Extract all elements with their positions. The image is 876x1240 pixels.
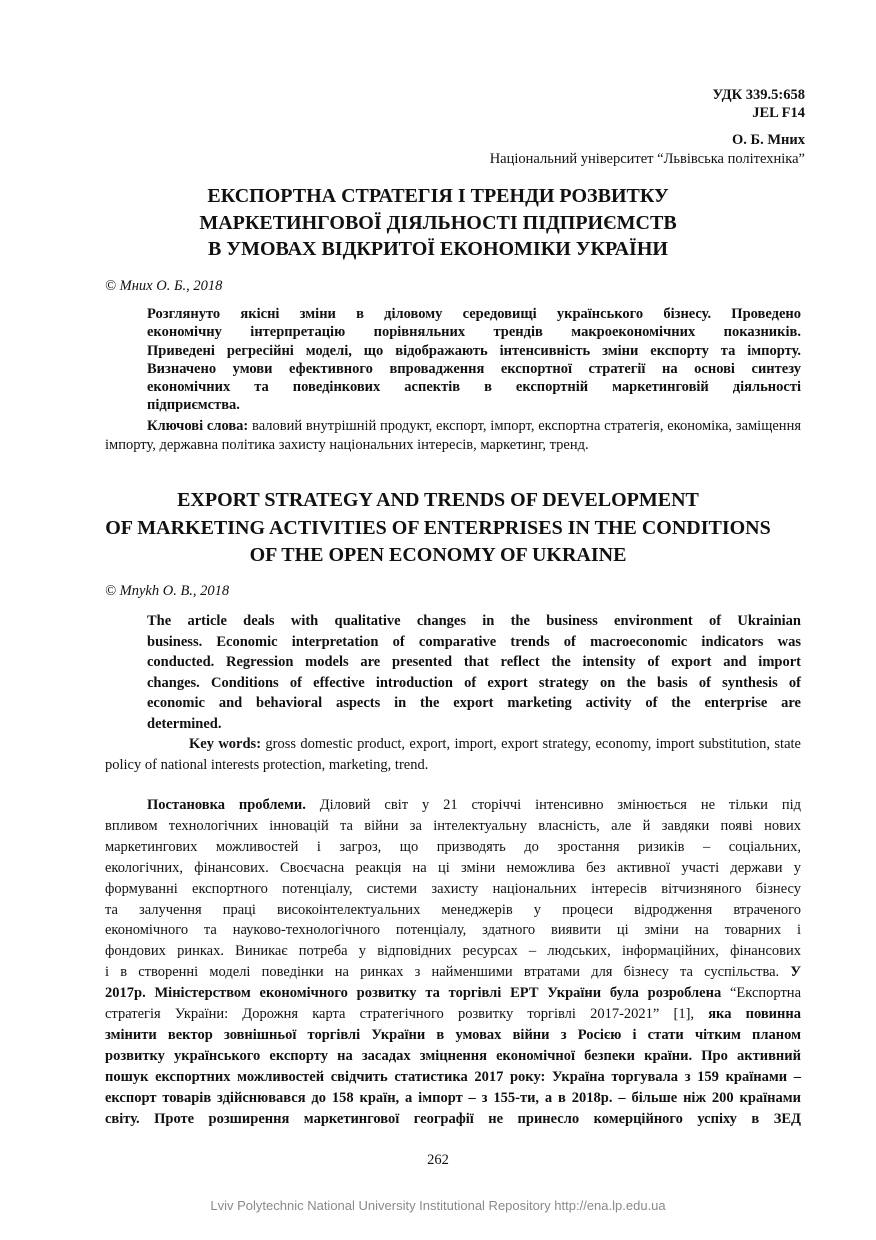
repository-footer: Lviv Polytechnic National University Institutional Repository http://ena.lp.edu.ua [210, 1198, 666, 1213]
title-en-line: OF THE OPEN ECONOMY OF UKRAINE [249, 544, 627, 566]
copyright-ukrainian: © Мних О. Б., 2018 [105, 278, 223, 294]
jel-code: JEL F14 [752, 105, 805, 121]
body-line: стратегія України: Дорожня карта стратегічного розвитку торгівлі 2017-2021” [1], яка повинна [105, 1006, 801, 1023]
abstract-en-line: economic and behavioral aspects in the export marketing activity of the enterprise are [147, 695, 801, 711]
abstract-ua-line: Визначено умови ефективного впровадження експортної стратегії на основі синтезу [147, 360, 801, 377]
body-line: змінити вектор зовнішньої торгівлі України в умовах війни з Росією і стати чітким планом [105, 1026, 801, 1043]
keywords-en-text: gross domestic product, export, import, export strategy, economy, import substitution, state policy of national interests protection, marketing, trend. [105, 736, 801, 773]
keywords-english [105, 734, 801, 775]
abstract-en-line: business. Economic interpretation of comparative trends of macroeconomic indicators was [147, 633, 801, 650]
body-line: та залучення праці високоінтелектуальних менеджерів у процеси відродження втраченого [105, 901, 801, 918]
abstract-ukrainian [147, 305, 801, 415]
title-ua-line: ЕКСПОРТНА СТРАТЕГІЯ І ТРЕНДИ РОЗВИТКУ [207, 185, 669, 207]
title-en-line: EXPORT STRATEGY AND TRENDS OF DEVELOPMENT [177, 489, 699, 511]
title-ua-line: МАРКЕТИНГОВОЇ ДІЯЛЬНОСТІ ПІДПРИЄМСТВ [199, 211, 677, 234]
body-line: пошук експортних можливостей свідчить статистика 2017 року: Україна торгувала з 159 країнами – [105, 1068, 801, 1085]
body-line: впливом технологічних інновацій та війни за інтелектуальну власність, але й завдяки появі нових [105, 817, 801, 834]
body-line: і в створенні моделі поведінки на ринках з найменшими втратами для бізнесу та суспільства. У [105, 964, 801, 981]
title-english [0, 487, 876, 570]
copyright-english: © Mnykh O. B., 2018 [105, 583, 230, 599]
body-paragraph [105, 795, 801, 1130]
body-line: економічного та науково-технологічного потенціалу, здатного виявити ці зміни на товарних і [105, 922, 801, 939]
body-line: розвитку українського експорту на засадах зміцнення економічної безпеки країни. Про активний [105, 1047, 801, 1064]
abstract-ua-line: Приведені регресійні моделі, що відображають інтенсивність зміни експорту та імпорту. [147, 342, 801, 359]
title-ukrainian [0, 183, 876, 263]
abstract-en-line: changes. Conditions of effective introduction of export strategy on the basis of synthesis of [147, 674, 801, 691]
abstract-en-line: The article deals with qualitative changes in the business environment of Ukrainian [147, 613, 801, 629]
udk-code: УДК 339.5:658 [712, 87, 805, 103]
abstract-ua-line: підприємства. [147, 397, 240, 414]
body-line: світу. Проте розширення маркетингової географії не принесло комерційного успіху в ЗЕД [105, 1110, 801, 1127]
keywords-en-label: Key words: [189, 736, 262, 752]
abstract-ua-line: економічних та поведінкових аспектів в експортній маркетинговій діяльності [147, 379, 801, 396]
section-heading: Постановка проблеми. [147, 797, 306, 813]
classification-codes [713, 86, 806, 122]
author-block [490, 131, 805, 169]
body-line: 2017р. Міністерством економічного розвитку та торгівлі ЕРТ України була розроблена “Експортна [105, 985, 802, 1002]
page-number: 262 [427, 1152, 449, 1168]
body-line: формуванні експортного потенціалу, системи захисту національних інтересів вітчизняного бізнесу [105, 880, 801, 897]
body-line: фондових ринках. Виникає потреба у відповідних ресурсах – людських, інформаційних, фінансових [105, 943, 801, 960]
title-ua-line: В УМОВАХ ВІДКРИТОЇ ЕКОНОМІКИ УКРАЇНИ [208, 238, 668, 260]
body-line: екологічних, фінансових. Своєчасна реакція на ці зміни неможлива без активної участі держави у [105, 859, 801, 876]
keywords-ua-text: валовий внутрішній продукт, експорт, імпорт, експортна стратегія, економіка, заміщення імпорту, державна політика захисту національних інтересів, маркетинг, тренд. [105, 418, 801, 453]
body-line: маркетингових можливостей і загроз, що призводять до зростання ризиків – соціальних, [105, 838, 801, 855]
abstract-en-line: determined. [147, 715, 222, 732]
body-line: Постановка проблеми. Діловий світ у 21 сторіччі інтенсивно змінюється не тільки під [147, 797, 801, 813]
keywords-ukrainian [105, 417, 801, 454]
keywords-ua-label: Ключові слова: [147, 418, 249, 434]
abstract-ua-line: Розглянуто якісні зміни в діловому середовищі українського бізнесу. Проведено [147, 306, 801, 322]
title-en-line: OF MARKETING ACTIVITIES OF ENTERPRISES IN THE CONDITIONS [105, 516, 771, 539]
affiliation: Національний університет “Львівська політехніка” [489, 151, 805, 167]
author-name: О. Б. Мних [731, 132, 805, 148]
body-line: експорт товарів здійснювався до 158 країн, а імпорт – з 155-ти, а в 2018р. – більше ніж 200 країнами [105, 1089, 801, 1106]
abstract-english [147, 611, 801, 734]
abstract-ua-line: економічну інтерпретацію порівняльних трендів макроекономічних показників. [147, 324, 801, 341]
abstract-en-line: conducted. Regression models are presented that reflect the intensity of export and import [147, 654, 801, 670]
